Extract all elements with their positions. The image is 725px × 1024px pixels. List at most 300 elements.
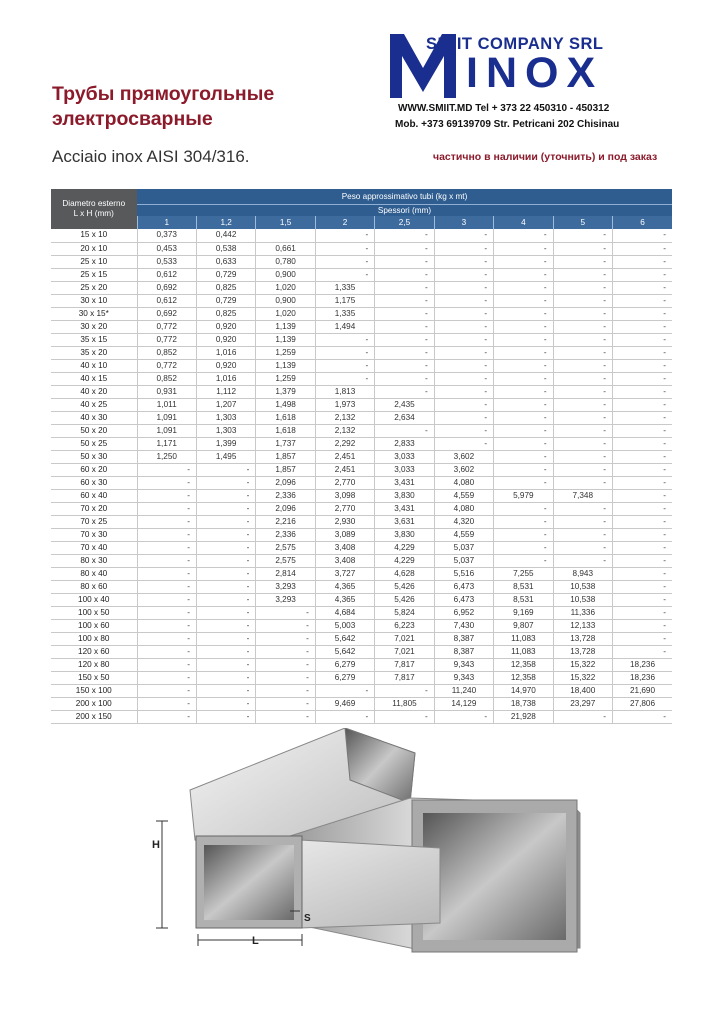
weight-cell: 0,825: [196, 307, 255, 320]
weight-cell: -: [375, 242, 434, 255]
weight-cell: -: [196, 710, 255, 723]
weight-cell: -: [375, 281, 434, 294]
weight-cell: -: [256, 606, 315, 619]
weight-cell: -: [613, 372, 673, 385]
weight-cell: 1,175: [315, 294, 374, 307]
weight-cell: 1,139: [256, 333, 315, 346]
weight-cell: -: [613, 294, 673, 307]
weight-cell: 2,336: [256, 489, 315, 502]
weight-cell: 6,279: [315, 658, 374, 671]
thickness-col-1: 1: [137, 216, 196, 229]
weight-cell: -: [434, 281, 493, 294]
table-row: [51, 346, 672, 359]
weight-cell: -: [315, 346, 374, 359]
weight-cell: 8,531: [494, 593, 553, 606]
weight-cell: -: [375, 372, 434, 385]
size-cell: 70 x 25: [51, 515, 137, 528]
size-cell: 50 x 20: [51, 424, 137, 437]
contact-line-2: Mob. +373 69139709 Str. Petricani 202 Chisinau: [395, 119, 620, 130]
weight-cell: -: [553, 281, 612, 294]
weight-cell: -: [375, 320, 434, 333]
weight-cell: 1,259: [256, 372, 315, 385]
weight-cell: 0,900: [256, 268, 315, 281]
weight-cell: 3,602: [434, 450, 493, 463]
weight-cell: -: [494, 229, 553, 242]
weight-cell: -: [434, 359, 493, 372]
weight-cell: 2,435: [375, 398, 434, 411]
size-cell: 100 x 60: [51, 619, 137, 632]
weight-cell: 9,807: [494, 619, 553, 632]
size-cell: 60 x 40: [51, 489, 137, 502]
weight-cell: 7,021: [375, 645, 434, 658]
weight-cell: -: [375, 255, 434, 268]
weight-cell: -: [494, 346, 553, 359]
weight-cell: 18,236: [613, 658, 673, 671]
size-column-header: [51, 189, 137, 229]
size-cell: 120 x 80: [51, 658, 137, 671]
weight-cell: 3,089: [315, 528, 374, 541]
weight-cell: -: [315, 710, 374, 723]
table-row: [51, 255, 672, 268]
weight-cell: -: [375, 229, 434, 242]
weight-cell: 1,857: [256, 450, 315, 463]
weight-cell: 18,400: [553, 684, 612, 697]
weight-cell: 1,207: [196, 398, 255, 411]
size-cell: 35 x 15: [51, 333, 137, 346]
weight-cell: -: [434, 268, 493, 281]
page-title: [52, 82, 352, 132]
weight-cell: 23,297: [553, 697, 612, 710]
size-cell: 25 x 10: [51, 255, 137, 268]
weight-cell: -: [196, 528, 255, 541]
weight-cell: -: [434, 398, 493, 411]
weight-cell: -: [613, 281, 673, 294]
weight-cell: -: [613, 385, 673, 398]
thickness-row: [51, 216, 672, 229]
weight-cell: -: [375, 710, 434, 723]
weight-cell: 0,852: [137, 346, 196, 359]
weight-cell: -: [494, 372, 553, 385]
weight-cell: 2,575: [256, 541, 315, 554]
size-cell: 25 x 15: [51, 268, 137, 281]
weight-cell: 6,223: [375, 619, 434, 632]
weight-cell: 3,293: [256, 580, 315, 593]
title-line-1: Трубы прямоугольные: [52, 83, 275, 105]
table-row: [51, 710, 672, 723]
weight-cell: -: [613, 242, 673, 255]
weight-cell: 3,431: [375, 502, 434, 515]
weight-cell: -: [613, 567, 673, 580]
weight-cell: -: [494, 541, 553, 554]
size-cell: 80 x 40: [51, 567, 137, 580]
size-cell: 100 x 50: [51, 606, 137, 619]
weight-cell: -: [137, 684, 196, 697]
weight-cell: 7,817: [375, 658, 434, 671]
weight-cell: -: [196, 606, 255, 619]
weight-cell: -: [494, 255, 553, 268]
weight-cell: -: [553, 242, 612, 255]
weight-cell: -: [137, 671, 196, 684]
weight-cell: -: [256, 632, 315, 645]
weight-cell: 8,531: [494, 580, 553, 593]
size-cell: 25 x 20: [51, 281, 137, 294]
weight-cell: -: [553, 294, 612, 307]
weight-cell: 1,303: [196, 411, 255, 424]
weight-cell: -: [256, 619, 315, 632]
weight-cell: -: [315, 242, 374, 255]
weight-cell: 1,618: [256, 411, 315, 424]
weight-cell: -: [256, 645, 315, 658]
weight-cell: 0,729: [196, 268, 255, 281]
table-row: [51, 567, 672, 580]
weight-cell: -: [494, 359, 553, 372]
weight-cell: -: [315, 255, 374, 268]
size-cell: 60 x 30: [51, 476, 137, 489]
table-row: [51, 671, 672, 684]
weight-cell: 1,618: [256, 424, 315, 437]
weight-cell: -: [196, 658, 255, 671]
company-name: SMIIT COMPANY SRL: [426, 35, 604, 53]
table-row: [51, 489, 672, 502]
weight-cell: -: [137, 554, 196, 567]
weight-cell: 4,080: [434, 502, 493, 515]
weight-cell: 2,451: [315, 463, 374, 476]
weight-cell: -: [613, 398, 673, 411]
weight-cell: -: [553, 385, 612, 398]
thickness-col-3: 1,5: [256, 216, 315, 229]
size-cell: 150 x 100: [51, 684, 137, 697]
weight-cell: 1,399: [196, 437, 255, 450]
weight-cell: -: [196, 593, 255, 606]
weight-cell: -: [315, 359, 374, 372]
weight-cell: 0,533: [137, 255, 196, 268]
weight-cell: 4,559: [434, 528, 493, 541]
weight-cell: -: [196, 489, 255, 502]
table-row: [51, 372, 672, 385]
table-row: [51, 554, 672, 567]
weight-cell: 2,451: [315, 450, 374, 463]
table-row: [51, 619, 672, 632]
weight-cell: -: [553, 411, 612, 424]
weight-cell: -: [613, 489, 673, 502]
size-cell: 150 x 50: [51, 671, 137, 684]
weight-cell: -: [434, 372, 493, 385]
weight-cell: 3,602: [434, 463, 493, 476]
weight-cell: -: [434, 424, 493, 437]
weight-cell: 0,373: [137, 229, 196, 242]
weight-cell: -: [375, 294, 434, 307]
weight-cell: 8,387: [434, 645, 493, 658]
weight-cell: -: [256, 658, 315, 671]
weight-cell: -: [315, 684, 374, 697]
table-row: [51, 398, 672, 411]
weight-cell: 1,335: [315, 307, 374, 320]
weight-cell: -: [137, 476, 196, 489]
weight-cell: 2,833: [375, 437, 434, 450]
weight-cell: 0,772: [137, 320, 196, 333]
table-row: [51, 645, 672, 658]
weight-cell: -: [375, 268, 434, 281]
weight-cell: 3,293: [256, 593, 315, 606]
weight-cell: 27,806: [613, 697, 673, 710]
weight-cell: -: [196, 632, 255, 645]
weight-cell: 0,692: [137, 307, 196, 320]
weight-cell: -: [137, 619, 196, 632]
weight-cell: 14,970: [494, 684, 553, 697]
weight-cell: 1,813: [315, 385, 374, 398]
title-line-2: электросварные: [52, 108, 213, 130]
table-row: [51, 294, 672, 307]
weight-cell: -: [375, 684, 434, 697]
weight-cell: -: [613, 411, 673, 424]
size-cell: 120 x 60: [51, 645, 137, 658]
weight-cell: 1,091: [137, 424, 196, 437]
size-cell: 40 x 30: [51, 411, 137, 424]
weight-cell: -: [553, 424, 612, 437]
size-cell: 80 x 60: [51, 580, 137, 593]
weight-cell: -: [553, 463, 612, 476]
weight-cell: 2,336: [256, 528, 315, 541]
weight-cell: 5,426: [375, 580, 434, 593]
weight-cell: -: [613, 554, 673, 567]
weight-cell: 6,279: [315, 671, 374, 684]
weight-cell: 15,322: [553, 658, 612, 671]
size-cell: 70 x 30: [51, 528, 137, 541]
weight-cell: -: [137, 710, 196, 723]
weight-cell: 11,805: [375, 697, 434, 710]
weight-cell: 0,900: [256, 294, 315, 307]
weight-cell: -: [553, 307, 612, 320]
weight-cell: -: [375, 359, 434, 372]
weight-cell: -: [553, 320, 612, 333]
weight-cell: -: [137, 567, 196, 580]
table-row: [51, 281, 672, 294]
weight-cell: 5,037: [434, 541, 493, 554]
size-cell: 200 x 150: [51, 710, 137, 723]
subtitle: Acciaio inox AISI 304/316.: [52, 147, 250, 166]
size-cell: 50 x 30: [51, 450, 137, 463]
weight-cell: -: [494, 424, 553, 437]
table-row: [51, 593, 672, 606]
weight-cell: 1,020: [256, 307, 315, 320]
thickness-col-8: 5: [553, 216, 612, 229]
weight-cell: 12,358: [494, 658, 553, 671]
weight-cell: 1,112: [196, 385, 255, 398]
weight-cell: 5,824: [375, 606, 434, 619]
weight-cell: -: [256, 671, 315, 684]
weight-cell: -: [196, 567, 255, 580]
weight-cell: 4,684: [315, 606, 374, 619]
weight-cell: -: [553, 268, 612, 281]
weight-cell: 6,473: [434, 580, 493, 593]
table-row: [51, 515, 672, 528]
weight-cell: 1,303: [196, 424, 255, 437]
weight-cell: 2,292: [315, 437, 374, 450]
weight-cell: -: [196, 671, 255, 684]
weight-cell: -: [196, 645, 255, 658]
weight-cell: -: [137, 489, 196, 502]
size-cell: 35 x 20: [51, 346, 137, 359]
weight-cell: -: [196, 541, 255, 554]
weight-cell: -: [315, 333, 374, 346]
table-row: [51, 411, 672, 424]
size-cell: 200 x 100: [51, 697, 137, 710]
weight-cell: 1,171: [137, 437, 196, 450]
weight-cell: 7,021: [375, 632, 434, 645]
weight-cell: -: [256, 684, 315, 697]
weight-cell: -: [494, 411, 553, 424]
weight-cell: -: [137, 541, 196, 554]
weight-cell: -: [137, 606, 196, 619]
weight-cell: 0,852: [137, 372, 196, 385]
table-body: [51, 229, 672, 723]
weight-cell: -: [613, 359, 673, 372]
table-row: [51, 684, 672, 697]
weight-cell: -: [196, 554, 255, 567]
weight-cell: -: [196, 502, 255, 515]
table-row: [51, 502, 672, 515]
size-cell: 40 x 20: [51, 385, 137, 398]
weight-cell: -: [613, 593, 673, 606]
weight-cell: 1,011: [137, 398, 196, 411]
thickness-col-6: 3: [434, 216, 493, 229]
weight-cell: 0,920: [196, 333, 255, 346]
weight-cell: -: [494, 281, 553, 294]
weight-cell: -: [434, 307, 493, 320]
weight-cell: 12,358: [494, 671, 553, 684]
weight-cell: -: [553, 372, 612, 385]
table-row: [51, 463, 672, 476]
weight-cell: -: [613, 476, 673, 489]
thickness-col-2: 1,2: [196, 216, 255, 229]
weight-cell: -: [553, 710, 612, 723]
table-row: [51, 229, 672, 242]
weight-cell: -: [434, 346, 493, 359]
weight-cell: -: [613, 229, 673, 242]
weight-cell: 11,083: [494, 632, 553, 645]
weight-cell: 18,738: [494, 697, 553, 710]
weight-cell: -: [553, 476, 612, 489]
size-cell: 40 x 15: [51, 372, 137, 385]
weight-cell: 14,129: [434, 697, 493, 710]
table-row: [51, 385, 672, 398]
weight-cell: 5,003: [315, 619, 374, 632]
weight-cell: -: [137, 580, 196, 593]
weight-cell: 5,426: [375, 593, 434, 606]
brand-inox: INOX: [466, 49, 604, 97]
weight-cell: -: [613, 307, 673, 320]
weight-cell: -: [315, 268, 374, 281]
weight-cell: 1,139: [256, 320, 315, 333]
size-cell: 60 x 20: [51, 463, 137, 476]
weight-cell: -: [553, 528, 612, 541]
weight-cell: 5,516: [434, 567, 493, 580]
weight-cell: 0,661: [256, 242, 315, 255]
weight-cell: -: [553, 541, 612, 554]
table-row: [51, 307, 672, 320]
weight-cell: 5,037: [434, 554, 493, 567]
weight-cell: 3,408: [315, 541, 374, 554]
weight-cell: 2,575: [256, 554, 315, 567]
thickness-col-7: 4: [494, 216, 553, 229]
weight-cell: 2,770: [315, 502, 374, 515]
weight-cell: -: [494, 463, 553, 476]
weight-cell: -: [137, 593, 196, 606]
weight-cell: 6,952: [434, 606, 493, 619]
weight-cell: 7,255: [494, 567, 553, 580]
weight-cell: 2,814: [256, 567, 315, 580]
weight-cell: -: [137, 502, 196, 515]
weight-cell: -: [494, 333, 553, 346]
weight-cell: 5,642: [315, 645, 374, 658]
weight-cell: -: [494, 268, 553, 281]
weight-cell: -: [553, 229, 612, 242]
weight-cell: 0,633: [196, 255, 255, 268]
weight-cell: -: [315, 372, 374, 385]
weight-cell: -: [613, 528, 673, 541]
weight-cell: 0,612: [137, 294, 196, 307]
table-row: [51, 528, 672, 541]
weight-cell: -: [494, 307, 553, 320]
table-row: [51, 632, 672, 645]
weight-cell: -: [613, 437, 673, 450]
weight-cell: 4,365: [315, 580, 374, 593]
weight-cell: -: [613, 346, 673, 359]
weight-cell: 0,453: [137, 242, 196, 255]
weight-cell: 8,387: [434, 632, 493, 645]
label-l: L: [252, 935, 259, 947]
size-cell: 30 x 20: [51, 320, 137, 333]
weight-cell: 2,634: [375, 411, 434, 424]
weight-cell: -: [494, 528, 553, 541]
weight-cell: 4,365: [315, 593, 374, 606]
weight-cell: -: [494, 242, 553, 255]
size-cell: 70 x 20: [51, 502, 137, 515]
weight-cell: -: [137, 697, 196, 710]
weight-cell: -: [196, 476, 255, 489]
weight-cell: [256, 229, 315, 242]
weight-cell: -: [434, 710, 493, 723]
weight-cell: 2,770: [315, 476, 374, 489]
right-tube-opening: [423, 813, 566, 940]
table-row: [51, 697, 672, 710]
weight-cell: 4,559: [434, 489, 493, 502]
weight-cell: -: [196, 619, 255, 632]
table-row: [51, 658, 672, 671]
weight-cell: 1,379: [256, 385, 315, 398]
weight-cell: 9,169: [494, 606, 553, 619]
weight-cell: -: [494, 502, 553, 515]
weight-cell: 1,737: [256, 437, 315, 450]
weight-cell: 0,920: [196, 359, 255, 372]
weight-cell: 7,817: [375, 671, 434, 684]
weight-cell: -: [256, 710, 315, 723]
weight-cell: -: [375, 424, 434, 437]
size-cell: 30 x 10: [51, 294, 137, 307]
weight-cell: 3,033: [375, 463, 434, 476]
weight-cell: 3,631: [375, 515, 434, 528]
weight-cell: 11,083: [494, 645, 553, 658]
thickness-col-5: 2,5: [375, 216, 434, 229]
weight-cell: -: [494, 515, 553, 528]
weight-cell: 7,430: [434, 619, 493, 632]
weight-cell: -: [434, 320, 493, 333]
weight-cell: 4,229: [375, 541, 434, 554]
weight-cell: -: [613, 463, 673, 476]
weight-cell: 9,469: [315, 697, 374, 710]
weight-cell: 1,016: [196, 346, 255, 359]
weight-cell: -: [553, 502, 612, 515]
